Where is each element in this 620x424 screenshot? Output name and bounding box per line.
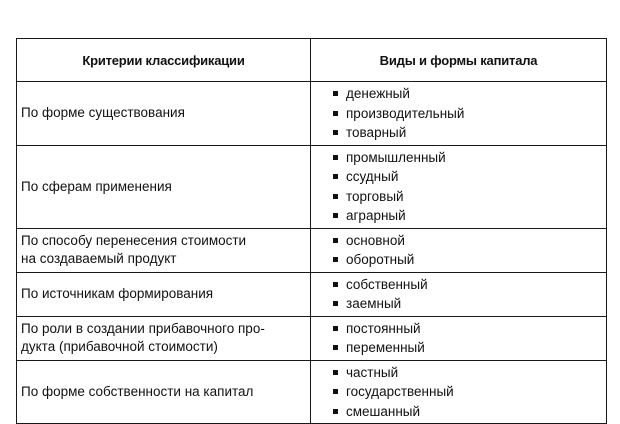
list-item: основной [333,231,606,251]
header-kinds: Виды и формы капитала [311,39,607,82]
kinds-list [333,273,606,316]
list-item: государственный [333,382,606,402]
kinds-cell [311,272,607,316]
list-item: заемный [333,294,606,314]
criterion-text: По форме существования [21,105,185,121]
criterion-cell [17,82,311,146]
table-row [17,272,607,316]
kinds-cell [311,228,607,272]
list-item: производительный [333,104,606,124]
criterion-cell [17,316,311,360]
kinds-cell [311,145,607,228]
criterion-text: дукта (прибавочной стоимости) [21,339,218,354]
criterion-text: По источникам формирования [21,286,214,301]
list-item: ссудный [333,167,606,187]
table-row [17,82,607,146]
list-item: товарный [333,123,606,143]
criterion-text: По сферам применения [21,178,172,194]
list-item: смешанный [333,402,606,422]
list-item: торговый [333,187,606,207]
list-item: денежный [333,84,606,104]
criterion-text: По форме собственности на капитал [21,383,254,399]
table-row [17,360,607,424]
kinds-cell [311,360,607,424]
criterion-cell [17,145,311,228]
list-item: оборотный [333,250,606,270]
list-item: частный [333,363,606,383]
table-row [17,145,607,228]
header-criteria: Критерии классификации [17,39,311,82]
criterion-cell [17,360,311,424]
table-row [17,316,607,360]
criterion-text: По роли в создании прибавочного про- [21,321,265,336]
criterion-cell [17,272,311,316]
list-item: собственный [333,275,606,295]
kinds-list [333,317,606,360]
list-item: промышленный [333,148,606,168]
criterion-text: на создаваемый продукт [21,251,177,266]
kinds-list [333,82,606,145]
capital-classification-table [16,38,607,424]
kinds-list [333,146,606,228]
table-row [17,228,607,272]
list-item: переменный [333,338,606,358]
criterion-cell [17,228,311,272]
list-item: постоянный [333,319,606,339]
kinds-cell [311,316,607,360]
header-row [17,39,607,82]
kinds-cell [311,82,607,146]
kinds-list [333,361,606,424]
criterion-text: По способу перенесения стоимости [21,233,247,248]
kinds-list [333,229,606,272]
list-item: аграрный [333,206,606,226]
